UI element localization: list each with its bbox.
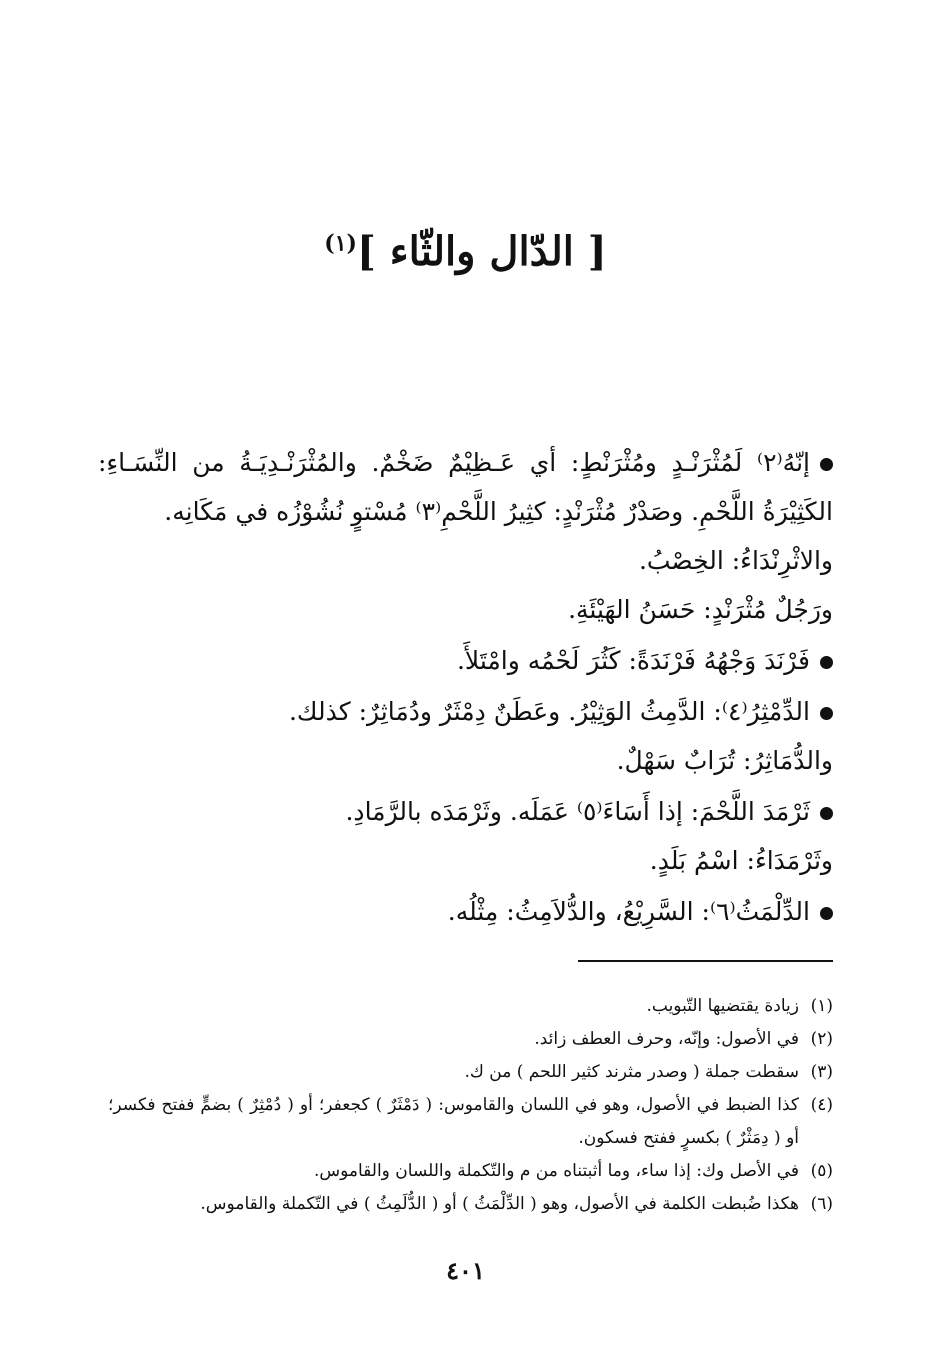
entry-4 — [98, 636, 833, 685]
footnote-number: (٢) — [810, 1029, 833, 1049]
entry-text: والدُّمَاثِرُ: تُرَابٌ سَهْلٌ. — [616, 746, 833, 775]
section-title — [0, 222, 931, 282]
footnote-1 — [108, 990, 833, 1023]
entry-2 — [98, 536, 833, 585]
entry-9 — [98, 887, 833, 936]
footnote-text: سقطت جملة ( وصدر مثرند كثير اللحم ) من ك. — [464, 1062, 799, 1082]
entry-text: إنّهُ⁽٢⁾ لَمُثْرَنْـدٍ ومُثْرَنْطٍ: أي عَـظِيْمٌ ضَخْمٌ. والمُثْرَنْـدِيَـةُ من النِّسَـاءِ: الكَثِيْرَةُ اللَّحْمِ. وصَدْرٌ مُثْرَنْدٍ: كثِيرُ اللَّحْمِ⁽٣⁾ مُسْتوٍ نُشُوْزُه في مَكَانِه. — [98, 448, 833, 526]
entry-text: ورَجُلٌ مُثْرَنْدٍ: حَسَنُ الهَيْئَةِ. — [568, 595, 833, 624]
footnote-number: (٣) — [810, 1062, 833, 1082]
footnote-text: في الأصول: وإنّه، وحرف العطف زائد. — [534, 1029, 799, 1049]
entry-6 — [98, 736, 833, 785]
entry-text: وثَرْمَدَاءُ: اسْمُ بَلَدٍ. — [649, 846, 833, 875]
footnote-4 — [108, 1089, 833, 1155]
bullet-icon — [820, 907, 833, 920]
footnote-number: (٥) — [810, 1161, 833, 1181]
footnote-text: زيادة يقتضيها التّبويب. — [646, 996, 799, 1016]
footnote-text: هكذا ضُبطت الكلمة في الأصول، وهو ( الدِّلْمَثُ ) أو ( الدُّلَمِثُ ) في التّكملة والقاموس. — [200, 1194, 799, 1214]
footnote-2 — [108, 1023, 833, 1056]
dictionary-body — [98, 436, 833, 936]
footnote-divider — [578, 960, 833, 962]
entry-5 — [98, 687, 833, 736]
footnotes — [108, 990, 833, 1221]
entry-text: ثَرْمَدَ اللَّحْمَ: إذا أَسَاءَ⁽٥⁾ عَمَلَه. وثَرْمَدَه بالرَّمَادِ. — [345, 797, 810, 826]
footnote-3 — [108, 1056, 833, 1089]
footnote-6 — [108, 1188, 833, 1221]
entry-7 — [98, 787, 833, 836]
footnote-5 — [108, 1155, 833, 1188]
footnote-number: (١) — [810, 996, 833, 1016]
entry-8 — [98, 836, 833, 885]
entry-1 — [98, 438, 833, 536]
footnote-text: في الأصل وك: إذا ساء، وما أثبتناه من م والتّكملة واللسان والقاموس. — [313, 1161, 799, 1181]
footnote-text: كذا الضبط في الأصول، وهو في اللسان والقاموس: ( دَمْثَرٌ ) كجعفر؛ أو ( دُمْثِرٌ ) بضمٍّ ففتح فكسر؛ أو ( دِمَثْرٌ ) بكسرٍ ففتح فسكون. — [108, 1095, 799, 1148]
page-number: ٤٠١ — [446, 1256, 485, 1285]
bullet-icon — [820, 458, 833, 471]
bullet-icon — [820, 707, 833, 720]
title-footnote-ref: (١) — [324, 230, 357, 257]
entry-text: الدِّلْمَثُ⁽٦⁾: السَّرِيْعُ، والدُّلاَمِثُ: مِثْلُه. — [447, 897, 810, 926]
footnote-number: (٤) — [810, 1095, 833, 1115]
footnote-number: (٦) — [810, 1194, 833, 1214]
entry-text: والاثْرِنْدَاءُ: الخِصْبُ. — [638, 546, 833, 575]
entry-3 — [98, 585, 833, 634]
entry-text: فَرْنَدَ وَجْهُهُ فَرْنَدَةً: كَثُرَ لَحْمُه وامْتَلأَ. — [456, 646, 810, 675]
section-title-text: [ الدّال والثّاء ] — [356, 228, 607, 275]
bullet-icon — [820, 656, 833, 669]
entry-text: الدِّمْثِرُ⁽٤⁾: الدَّمِثُ الوَثِيْرُ. وعَطَنٌ دِمْثَرٌ ودُمَاثِرٌ: كذلك. — [288, 697, 810, 726]
bullet-icon — [820, 807, 833, 820]
